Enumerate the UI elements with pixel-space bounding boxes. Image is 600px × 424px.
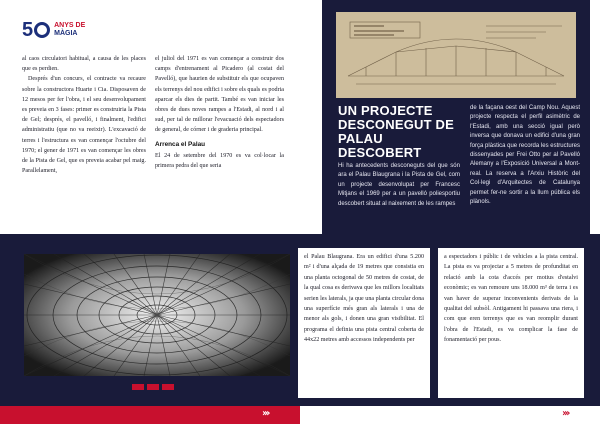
roof-lattice-photo bbox=[24, 254, 290, 376]
paragraph: Després d'un concurs, el contracte va recaure sobre la constructora Huarte i Cia. Disposaven de 12 mesos per fer l'obra, i el seu desenvolupament es preveia en 3 fases: primer es construiria la Pista de Gel; després, el pavelló, i finalment, l'edifici administratiu (que no va reeixir). L'excavació de terres i l'estructura es van començar l'octubre del 1970; el gener de 1971 es van començar les obres de la Pista de Gel, que es preveia acabar pel maig. Parallelament, bbox=[22, 76, 146, 175]
lattice-image-icon bbox=[24, 254, 290, 376]
logo-line-1: ANYS DE bbox=[54, 22, 86, 29]
page-dot bbox=[162, 384, 174, 390]
footer-white-strip bbox=[300, 406, 600, 424]
magazine-logo bbox=[22, 20, 85, 40]
blueprint-image-icon bbox=[336, 12, 576, 98]
paragraph: el juliol del 1971 es van començar a construir dos camps d'entrenament al Picadero (al costat del Pavelló), que haurien de substituir els que ocupaven els terrenys del nou edifici i sobre els quals es podria aparcar els dies de partit. També es van iniciar les obres de dues noves rampes a l'Estadi, al nord i al sud, per tal de millorar l'evacuació dels espectadors de general, de córner i de graderia principal. bbox=[155, 56, 284, 134]
page-dot bbox=[147, 384, 159, 390]
blueprint-drawing bbox=[336, 12, 576, 98]
paragraph: El 24 de setembre del 1970 es va col·locar la primera pedra del que seria bbox=[155, 152, 284, 170]
text-column-4: a espectadors i públic i de vehicles a la pista central. La pista es va projectar a 5 metres de profunditat en relació amb la cota d'accés per motius d'estalvi econòmic; es van remoure uns 18.000 m³ de terra i es van haver de superar inconvenients derivats de la qualitat del subsòl. Antigament hi passava una riera, i com que eren terrenys que es van reomplir durant l'obra de l'Estadi, es va complicar la fase de fonamentació per pous. bbox=[438, 248, 584, 398]
text-column-2 bbox=[155, 54, 284, 171]
logo-ring-icon bbox=[34, 22, 50, 38]
feature-title: UN PROJECTE DESCONEGUT DE PALAU DESCOBERT bbox=[338, 103, 455, 160]
page-dot bbox=[132, 384, 144, 390]
chevrons-right-icon: ››› bbox=[562, 408, 569, 419]
feature-lead: Hi ha antecedents desconeguts del que són ara el Palau Blaugrana i la Pista de Gel, com un projecte desenvolupat per Francesc Mitjans el 1969 per a un pavelló poliesportiu descobert situat al naixement de les rampes bbox=[338, 163, 460, 207]
text-column-3: el Palau Blaugrana. Era un edifici d'una 5.200 m² i d'una alçada de 19 metres que consistia en una planta octogonal de 50 metres de costat, de la qual cosa es derivava que les millors localitats serien les laterals, ja que una planta circular dona una superfície més gran als laterals i una de menor als gols, i donen una gran visibilitat. El programa el definia una pista central coberta de 44x22 metres amb accessos independents per bbox=[298, 248, 430, 398]
section-heading: Arrenca el Palau bbox=[155, 140, 206, 148]
chevrons-left-icon: ››› bbox=[262, 408, 269, 419]
feature-body: de la façana oest del Camp Nou. Aquest projecte respecta el perfil asimètric de l'Estadi, amb una secció igual però inversa que donava un edifici d'una gran força plàstica que recorda les estructures dissenyades per Frei Otto per al Pavelló Alemany a l'Exposició Universal a Mont-real. La reserva a l'Arxiu Històric del Col·legi d'Arquitectes de Catalunya permet fer-ne sortir a la llum pública els plànols. bbox=[470, 105, 580, 206]
logo-words bbox=[54, 22, 85, 38]
paragraph: al caos circulatori habitual, a causa de les places que es perdien. bbox=[22, 56, 146, 73]
logo-line-2: MÀGIA bbox=[54, 30, 78, 37]
page-indicator bbox=[132, 384, 174, 390]
text-column-1 bbox=[22, 54, 146, 176]
logo-number: 5 bbox=[22, 19, 33, 41]
